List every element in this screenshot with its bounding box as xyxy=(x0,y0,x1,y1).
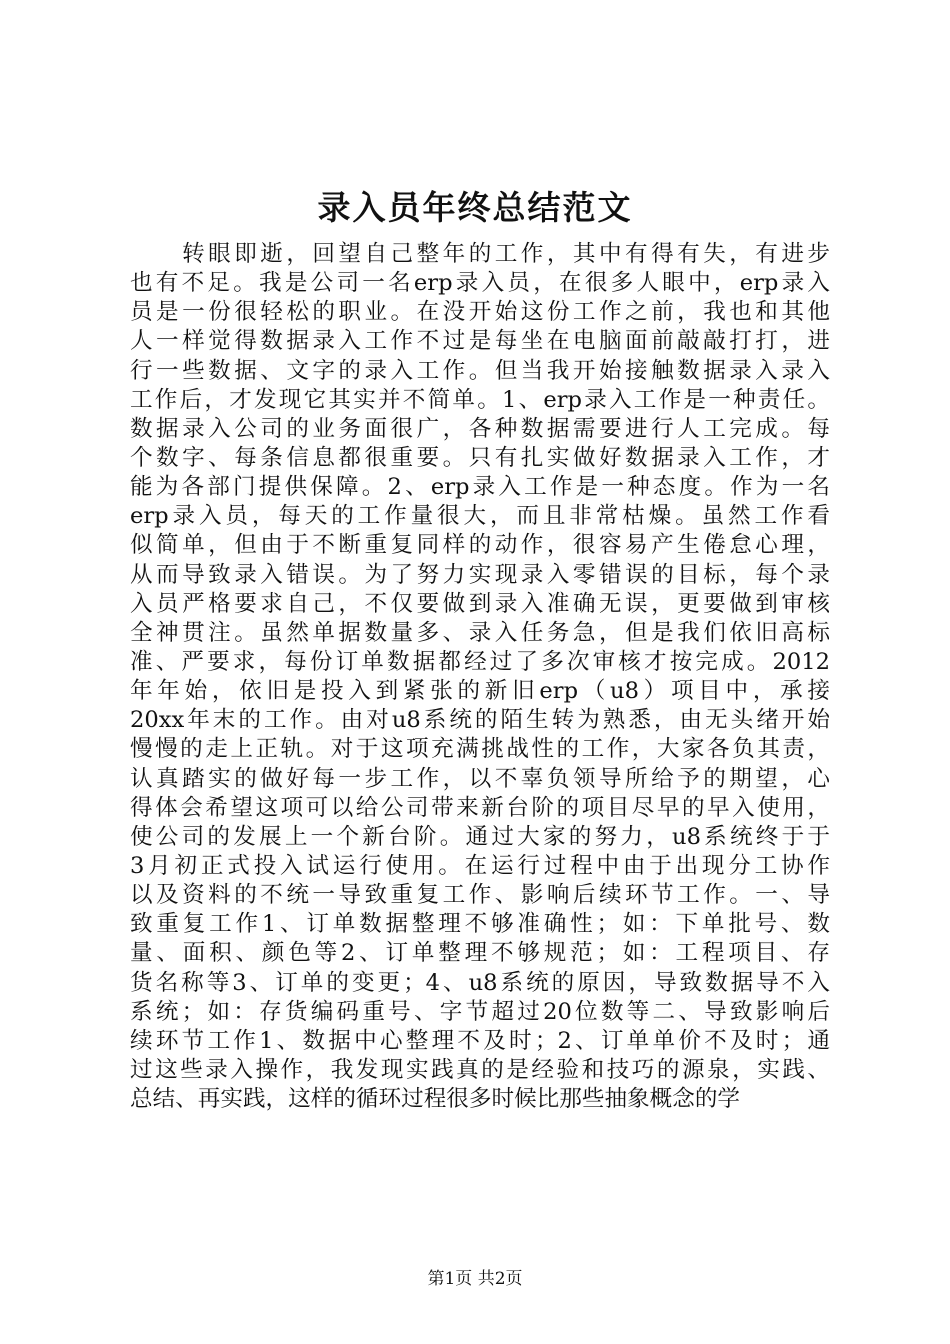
body-text-line: 年年始，依旧是投入到紧张的新旧erp（u8）项目中，承接 xyxy=(130,678,830,705)
body-text-line: 似简单，但由于不断重复同样的动作，很容易产生倦怠心理， xyxy=(130,532,830,559)
body-text-line: 系统；如：存货编码重号、字节超过20位数等二、导致影响后 xyxy=(130,998,830,1025)
body-text-line: 转眼即逝，回望自己整年的工作，其中有得有失，有进步 xyxy=(130,241,830,267)
body-text-line: 也有不足。我是公司一名erp录入员，在很多人眼中，erp录入 xyxy=(130,270,830,297)
body-text-line: 量、面积、颜色等2、订单整理不够规范；如：工程项目、存 xyxy=(130,940,830,967)
body-text-line: 数据录入公司的业务面很广，各种数据需要进行人工完成。每 xyxy=(130,415,830,442)
body-text-line: 3月初正式投入试运行使用。在运行过程中由于出现分工协作 xyxy=(130,852,830,879)
body-text-line: 个数字、每条信息都很重要。只有扎实做好数据录入工作，才 xyxy=(130,444,830,471)
body-text-line: 工作后，才发现它其实并不简单。1、erp录入工作是一种责任。 xyxy=(130,386,830,413)
body-text-line: 员是一份很轻松的职业。在没开始这份工作之前，我也和其他 xyxy=(130,299,830,326)
body-text-line: 续环节工作1、数据中心整理不及时；2、订单单价不及时；通 xyxy=(130,1027,830,1054)
document-body xyxy=(130,240,830,1114)
body-text-line: 货名称等3、订单的变更；4、u8系统的原因，导致数据导不入 xyxy=(130,969,830,996)
body-text-line: erp录入员，每天的工作量很大，而且非常枯燥。虽然工作看 xyxy=(130,503,830,530)
body-text-line: 全神贯注。虽然单据数量多、录入任务急，但是我们依旧高标 xyxy=(130,619,830,646)
body-text-line: 准、严要求，每份订单数据都经过了多次审核才按完成。2012 xyxy=(130,648,830,675)
body-text-line: 过这些录入操作，我发现实践真的是经验和技巧的源泉，实践、 xyxy=(130,1056,830,1083)
body-text-line: 入员严格要求自己，不仅要做到录入准确无误，更要做到审核 xyxy=(130,590,830,617)
body-text-line: 总结、再实践，这样的循环过程很多时候比那些抽象概念的学 xyxy=(130,1086,741,1113)
body-text-line: 人一样觉得数据录入工作不过是每坐在电脑面前敲敲打打，进 xyxy=(130,328,830,355)
page-footer: 第1页 共2页 xyxy=(427,1269,523,1289)
body-text-line: 行一些数据、文字的录入工作。但当我开始接触数据录入录入 xyxy=(130,357,830,384)
body-text-line: 慢慢的走上正轨。对于这项充满挑战性的工作，大家各负其责， xyxy=(130,736,830,763)
body-text-line: 20xx年末的工作。由对u8系统的陌生转为熟悉，由无头绪开始 xyxy=(130,707,830,734)
body-text-line: 以及资料的不统一导致重复工作、影响后续环节工作。一、导 xyxy=(130,882,830,909)
body-text-line: 从而导致录入错误。为了努力实现录入零错误的目标，每个录 xyxy=(130,561,830,588)
body-text-line: 认真踏实的做好每一步工作，以不辜负领导所给予的期望，心 xyxy=(130,765,830,792)
body-text-line: 得体会希望这项可以给公司带来新台阶的项目尽早的早入使用， xyxy=(130,794,830,821)
body-text-line: 使公司的发展上一个新台阶。通过大家的努力，u8系统终于于 xyxy=(130,823,830,850)
body-text-line: 能为各部门提供保障。2、erp录入工作是一种态度。作为一名 xyxy=(130,474,830,501)
body-text-line: 致重复工作1、订单数据整理不够准确性；如：下单批号、数 xyxy=(130,911,830,938)
document-title: 录入员年终总结范文 xyxy=(317,188,633,227)
